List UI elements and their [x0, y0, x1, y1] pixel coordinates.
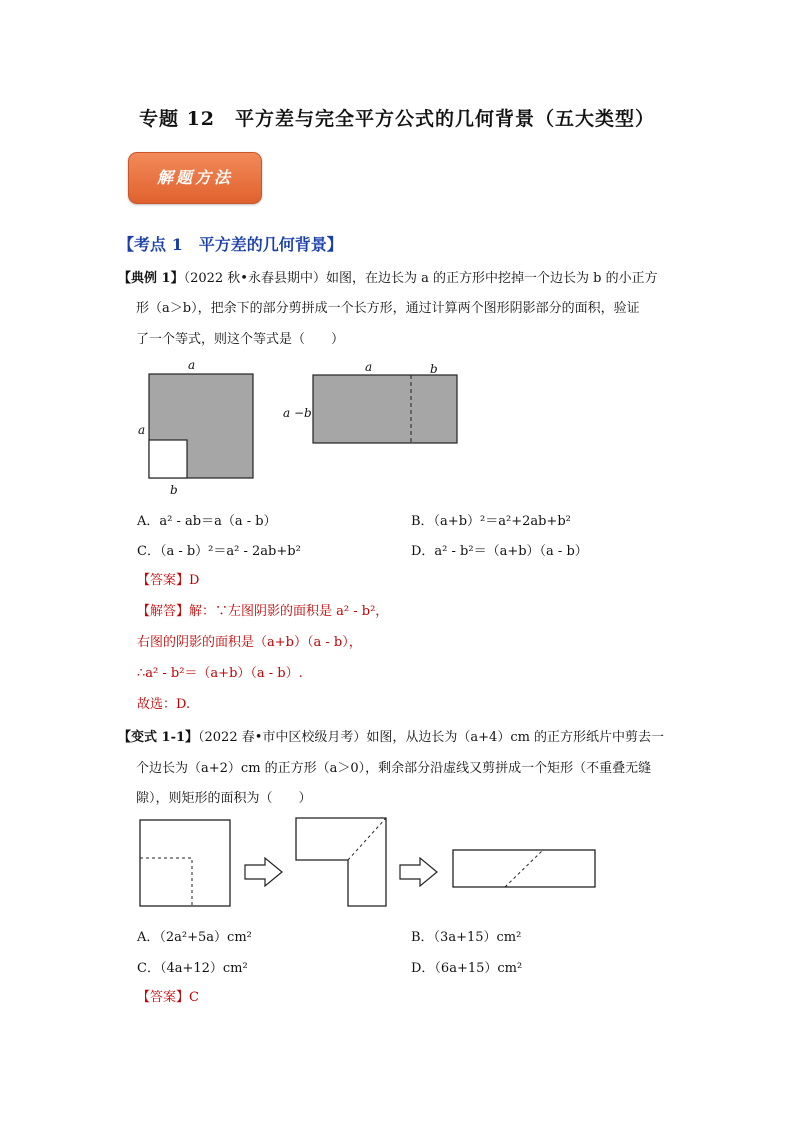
solution-label: 【解答】 [137, 604, 190, 619]
fig-label-b-right: b [430, 362, 438, 376]
fig-label-a-top: a [188, 358, 196, 372]
option-d: D．a² - b²＝（a+b）（a - b） [411, 544, 588, 559]
rectangle [313, 375, 457, 443]
variant-1-label: 【变式 1-1】 [118, 730, 199, 745]
variant-option-b: B．（3a+15）cm² [411, 930, 522, 945]
fig-label-a-minus-b: a −b [283, 406, 312, 420]
page-title: 专题 12 平方差与完全平方公式的几何背景（五大类型） [138, 108, 656, 130]
arrow-1 [245, 858, 282, 886]
variant-1-line3: 隙），则矩形的面积为（ ） [136, 791, 312, 806]
option-a: A．a² - ab＝a（a - b） [137, 514, 277, 529]
answer-1 [137, 571, 199, 591]
fig-label-a-right: a [365, 360, 373, 374]
small-square [149, 440, 187, 478]
result-dashed-cut [505, 850, 543, 887]
solution-text-1: 解：∵左图阴影的面积是 a² - b²， [189, 604, 389, 619]
variant-answer [137, 988, 199, 1008]
variant-1-line1 [118, 728, 688, 748]
section-heading: 【考点 1 平方差的几何背景】 [118, 235, 343, 254]
example-1-line2: 形（a＞b），把余下的部分剪拼成一个长方形，通过计算两个图形阴影部分的面积，验证 [136, 301, 640, 316]
method-badge: 解题方法 [128, 152, 262, 204]
variant-option-c: C．（4a+12）cm² [137, 961, 248, 976]
example-1-figure [130, 355, 480, 500]
solution-line3: ∴a² - b²＝（a+b）（a - b）. [137, 666, 303, 681]
variant-option-a: A．（2a²+5a）cm² [137, 930, 252, 945]
variant-answer-label: 【答案】 [137, 990, 190, 1005]
option-c: C．（a - b）²＝a² - 2ab+b² [137, 544, 301, 559]
variant-option-d: D．（6a+15）cm² [411, 961, 523, 976]
arrow-2 [400, 858, 437, 886]
solution-line4: 故选：D. [137, 697, 191, 712]
fig-label-a-side: a [138, 423, 146, 437]
l-dashed-cut [348, 818, 386, 860]
variant-answer-value: C [189, 990, 199, 1005]
example-1-line3: 了一个等式，则这个等式是（ ） [136, 332, 345, 347]
solution-line2: 右图的阴影的面积是（a+b）（a - b）， [137, 635, 362, 650]
fig-label-b-bottom: b [170, 483, 178, 497]
variant-1-text: （2022 春•市中区校级月考）如图，从边长为（a+4）cm 的正方形纸片中剪去一 [198, 730, 665, 745]
example-1-text: （2022 秋•永春县期中）如图，在边长为 a 的正方形中挖掉一个边长为 b 的小正方 [183, 271, 658, 286]
option-b: B．（a+b）²＝a²+2ab+b² [411, 514, 571, 529]
answer-value: D [189, 573, 200, 588]
example-1-label: 【典例 1】 [118, 271, 184, 286]
solution-line1 [137, 602, 388, 622]
variant-1-line2: 个边长为（a+2）cm 的正方形（a＞0），剩余部分沿虚线又剪拼成一个矩形（不重叠无缝 [136, 761, 652, 776]
outer-square [140, 820, 230, 906]
example-1-line1 [118, 269, 688, 289]
dashed-inner-square [140, 858, 192, 906]
variant-1-figure [130, 810, 610, 910]
answer-label: 【答案】 [137, 573, 190, 588]
l-shape [296, 818, 386, 906]
